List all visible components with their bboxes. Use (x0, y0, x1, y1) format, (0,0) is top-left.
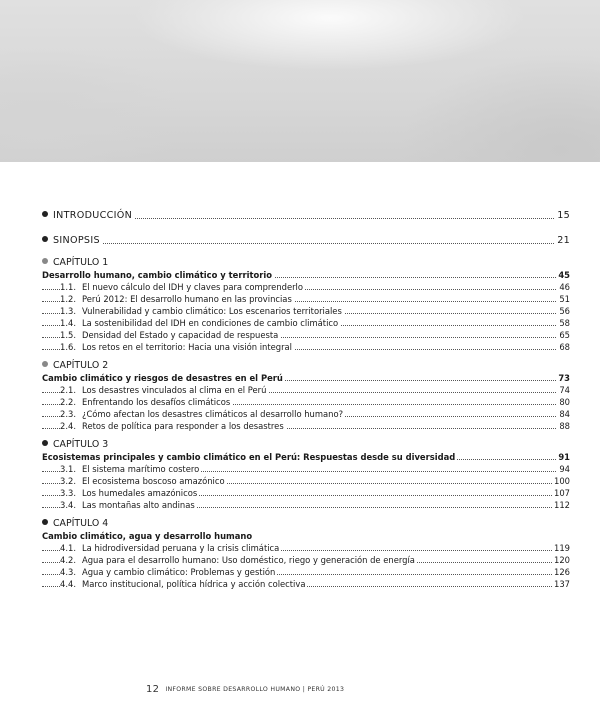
page-number: 58 (559, 318, 570, 328)
chapter-title: Ecosistemas principales y cambio climático en el Perú: Respuestas desde su diversidad (42, 452, 456, 462)
item-text: Densidad del Estado y capacidad de respuesta (82, 330, 279, 340)
item-text: Retos de política para responder a los desastres (82, 421, 284, 431)
chapter-label: CAPÍTULO 4 (53, 518, 109, 529)
toc-item[interactable] (42, 293, 570, 305)
item-number: 2.2. (60, 397, 76, 407)
toc-item[interactable] (42, 566, 570, 578)
item-text: Vulnerabilidad y cambio climático: Los escenarios territoriales (82, 306, 342, 316)
chapter-heading (42, 256, 570, 269)
page-number: 74 (559, 385, 570, 395)
page-number: 100 (554, 476, 570, 486)
item-text: El ecosistema boscoso amazónico (82, 476, 225, 486)
page-number: 88 (559, 421, 570, 431)
chapter-heading (42, 359, 570, 372)
item-number: 1.5. (60, 330, 76, 340)
toc-item[interactable] (42, 281, 570, 293)
footer-text: INFORME SOBRE DESARROLLO HUMANO | PERÚ 2013 (165, 686, 345, 693)
item-text: La sostenibilidad del IDH en condiciones de cambio climático (82, 318, 339, 328)
item-text: Enfrentando los desafíos climáticos (82, 397, 231, 407)
page-number: 119 (554, 543, 570, 553)
section-label: SINOPSIS (42, 235, 102, 247)
item-number: 3.2. (60, 476, 76, 486)
toc-item[interactable] (42, 384, 570, 396)
page-number: 46 (559, 282, 570, 292)
toc-item[interactable] (42, 396, 570, 408)
page-number: 120 (554, 555, 570, 565)
item-text: La hidrodiversidad peruana y la crisis climática (82, 543, 280, 553)
toc-item[interactable] (42, 542, 570, 554)
toc-item[interactable] (42, 487, 570, 499)
bullet-icon (42, 440, 48, 446)
toc-chapter-title[interactable] (42, 372, 570, 384)
bullet-icon (42, 258, 48, 264)
chapter-label: CAPÍTULO 3 (53, 439, 109, 450)
toc-introduccion[interactable] (42, 210, 570, 222)
toc-sinopsis[interactable] (42, 235, 570, 247)
item-text: Marco institucional, política hídrica y acción colectiva (82, 579, 306, 589)
item-text: Agua y cambio climático: Problemas y gestión (82, 567, 276, 577)
dot-leader (42, 243, 570, 244)
toc-item[interactable] (42, 317, 570, 329)
page-number: 126 (554, 567, 570, 577)
chapter-heading (42, 438, 570, 451)
toc-chapter-title[interactable] (42, 530, 570, 542)
page-number: 65 (559, 330, 570, 340)
page-number: 112 (554, 500, 570, 510)
page-number: 84 (559, 409, 570, 419)
item-number: 3.4. (60, 500, 76, 510)
toc-chapter-title[interactable] (42, 269, 570, 281)
item-number: 3.1. (60, 464, 76, 474)
item-number: 3.3. (60, 488, 76, 498)
page-number: 91 (558, 452, 570, 462)
toc-item[interactable] (42, 578, 570, 590)
toc-item[interactable] (42, 420, 570, 432)
item-text: ¿Cómo afectan los desastres climáticos al desarrollo humano? (82, 409, 344, 419)
item-number: 4.1. (60, 543, 76, 553)
toc-chapter-title[interactable] (42, 451, 570, 463)
bullet-icon (42, 519, 48, 525)
toc-item[interactable] (42, 554, 570, 566)
item-text: Los desastres vinculados al clima en el Perú (82, 385, 267, 395)
cover-photo-banner (0, 0, 600, 162)
bullet-icon (42, 361, 48, 367)
item-text: El sistema marítimo costero (82, 464, 200, 474)
item-number: 4.4. (60, 579, 76, 589)
toc-item[interactable] (42, 305, 570, 317)
page-number: 21 (557, 235, 570, 246)
page-number: 15 (557, 210, 570, 221)
item-number: 2.1. (60, 385, 76, 395)
page-number: 107 (554, 488, 570, 498)
item-number: 1.4. (60, 318, 76, 328)
page-number: 94 (559, 464, 570, 474)
item-text: Agua para el desarrollo humano: Uso doméstico, riego y generación de energía (82, 555, 415, 565)
toc-item[interactable] (42, 341, 570, 353)
item-text: Perú 2012: El desarrollo humano en las provincias (82, 294, 292, 304)
chapter-label: CAPÍTULO 2 (53, 360, 109, 371)
toc-item[interactable] (42, 499, 570, 511)
item-number: 2.3. (60, 409, 76, 419)
page-footer (146, 684, 344, 695)
chapter-label: CAPÍTULO 1 (53, 257, 109, 268)
chapter-heading (42, 517, 570, 530)
item-number: 1.6. (60, 342, 76, 352)
page-number: 45 (558, 270, 570, 280)
item-text: Las montañas alto andinas (82, 500, 195, 510)
chapter-title: Cambio climático, agua y desarrollo humano (42, 531, 253, 541)
toc-item[interactable] (42, 408, 570, 420)
table-of-contents (42, 210, 570, 590)
page-number: 73 (558, 373, 570, 383)
item-text: Los retos en el territorio: Hacia una visión integral (82, 342, 292, 352)
footer-page-number: 12 (146, 684, 160, 695)
page-number: 51 (559, 294, 570, 304)
item-text: Los humedales amazónicos (82, 488, 198, 498)
item-number: 1.3. (60, 306, 76, 316)
section-label: INTRODUCCIÓN (42, 210, 134, 222)
page-number: 68 (559, 342, 570, 352)
item-text: El nuevo cálculo del IDH y claves para comprenderlo (82, 282, 304, 292)
toc-item[interactable] (42, 475, 570, 487)
page-number: 137 (554, 579, 570, 589)
item-number: 4.2. (60, 555, 76, 565)
item-number: 4.3. (60, 567, 76, 577)
item-number: 1.2. (60, 294, 76, 304)
item-number: 1.1. (60, 282, 76, 292)
toc-item[interactable] (42, 463, 570, 475)
toc-item[interactable] (42, 329, 570, 341)
chapter-title: Desarrollo humano, cambio climático y territorio (42, 270, 272, 280)
page-number: 56 (559, 306, 570, 316)
item-number: 2.4. (60, 421, 76, 431)
chapter-title: Cambio climático y riesgos de desastres en el Perú (42, 373, 283, 383)
page-number: 80 (559, 397, 570, 407)
